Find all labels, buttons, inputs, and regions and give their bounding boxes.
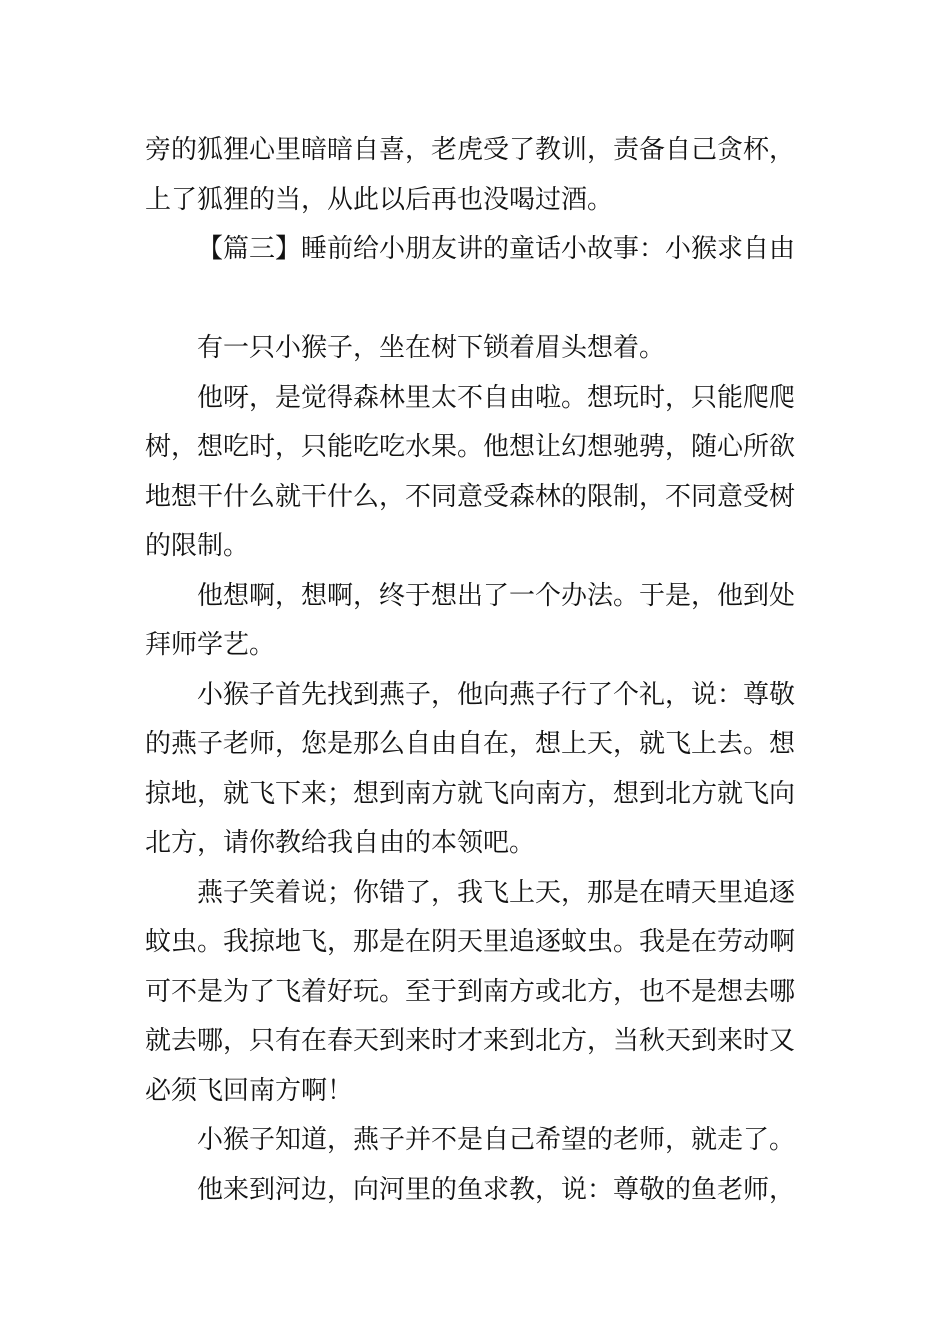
paragraph: 小猴子首先找到燕子，他向燕子行了个礼，说：尊敬的燕子老师，您是那么自由自在，想上天，就飞上去。想掠地，就飞下来；想到南方就飞向南方，想到北方就飞向北方，请你教给我自由的本领吧。: [145, 679, 796, 858]
section-heading: 【篇三】睡前给小朋友讲的童话小故事：小猴求自由: [197, 234, 796, 264]
paragraph: 他想啊，想啊，终于想出了一个办法。于是，他到处拜师学艺。: [145, 580, 796, 660]
paragraph: 燕子笑着说；你错了，我飞上天，那是在晴天里追逐蚊虫。我掠地飞，那是在阴天里追逐蚊虫。我是在劳动啊可不是为了飞着好玩。至于到南方或北方，也不是想去哪就去哪，只有在春天到来时才来到北方，当秋天到来时又必须飞回南方啊！: [145, 877, 796, 1106]
paragraph: 有一只小猴子，坐在树下锁着眉头想着。: [197, 333, 666, 363]
paragraph: 他来到河边，向河里的鱼求教，说：尊敬的鱼老师，: [197, 1174, 796, 1205]
paragraph: 他呀，是觉得森林里太不自由啦。想玩时，只能爬爬树，想吃时，只能吃吃水果。他想让幻想驰骋，随心所欲地想干什么就干什么，不同意受森林的限制，不同意受树的限制。: [145, 382, 796, 561]
document-body: [145, 126, 807, 1215]
paragraph-continuation: 旁的狐狸心里暗暗自喜，老虎受了教训，责备自己贪杯，上了狐狸的当，从此以后再也没喝过酒。: [145, 135, 796, 215]
paragraph: 小猴子知道，燕子并不是自己希望的老师，就走了。: [197, 1125, 796, 1155]
